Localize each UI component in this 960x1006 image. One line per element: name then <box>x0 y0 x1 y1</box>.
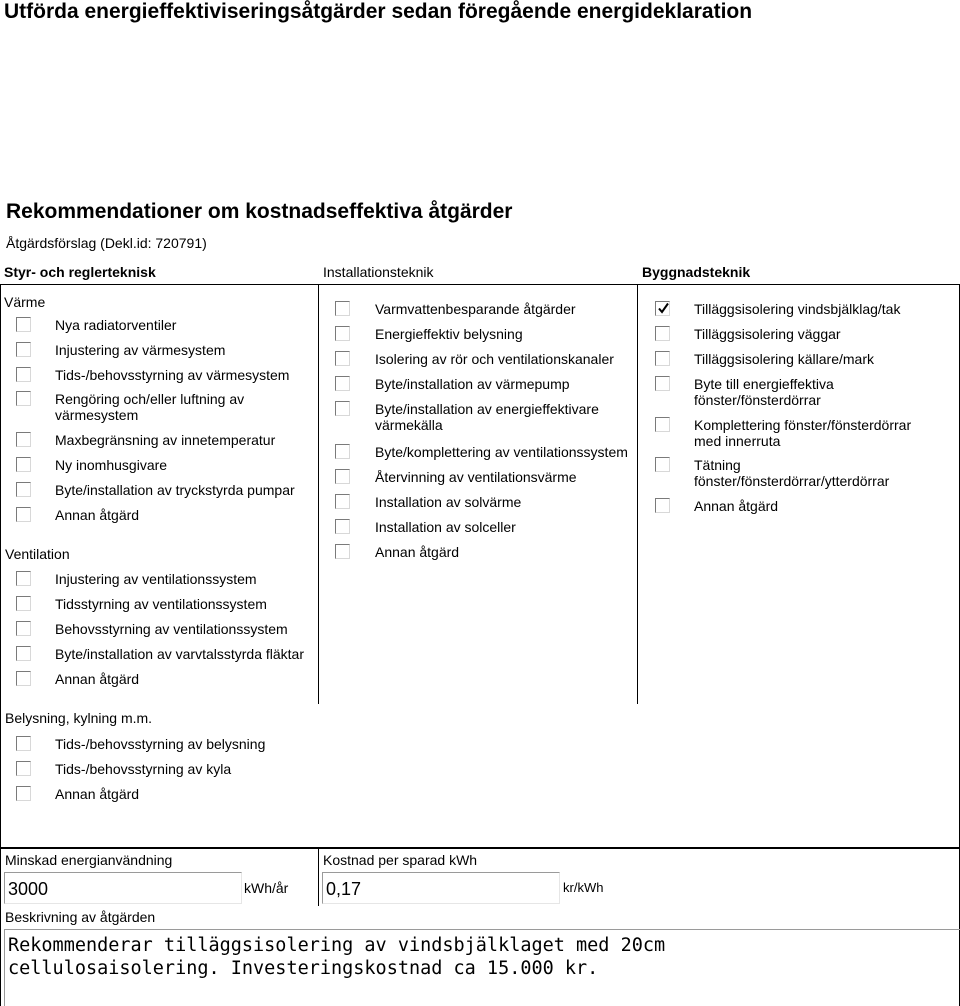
ventilation-checkbox[interactable] <box>16 596 31 611</box>
column-header-control: Styr- och reglerteknisk <box>4 264 156 280</box>
ventilation-checkbox[interactable] <box>16 621 31 636</box>
ventilation-item-label: Annan åtgärd <box>55 671 140 687</box>
heating-item-label: Nya radiatorventiler <box>55 317 177 333</box>
column-header-installation: Installationsteknik <box>323 264 434 280</box>
building-checkbox[interactable] <box>655 326 670 341</box>
installation-checkbox[interactable] <box>335 376 350 391</box>
heating-checkbox[interactable] <box>16 432 31 447</box>
cost-per-kwh-field[interactable]: 0,17 <box>322 872 560 904</box>
description-label: Beskrivning av åtgärden <box>5 909 156 925</box>
ventilation-checkbox[interactable] <box>16 646 31 661</box>
building-checkbox[interactable] <box>655 457 670 472</box>
checkmark-icon <box>657 302 670 315</box>
installation-item-label: Installation av solceller <box>375 519 516 535</box>
heating-checkbox[interactable] <box>16 507 31 522</box>
building-item-label: Annan åtgärd <box>694 498 779 514</box>
installation-checkbox[interactable] <box>335 519 350 534</box>
building-item-label: Tilläggsisolering väggar <box>694 326 841 342</box>
installation-checkbox[interactable] <box>335 544 350 559</box>
installation-checkbox[interactable] <box>335 351 350 366</box>
lighting-checkbox[interactable] <box>16 786 31 801</box>
installation-item-label: Byte/komplettering av ventilationssystem <box>375 444 628 460</box>
heating-checkbox[interactable] <box>16 391 31 406</box>
energy-unit: kWh/år <box>244 880 289 896</box>
building-item-label: Komplettering fönster/fönsterdörrar med innerruta <box>694 417 912 449</box>
installation-checkbox[interactable] <box>335 401 350 416</box>
cost-label: Kostnad per sparad kWh <box>323 852 478 868</box>
heating-item-label: Ny inomhusgivare <box>55 457 168 473</box>
summary-divider <box>318 848 319 906</box>
installation-checkbox[interactable] <box>335 444 350 459</box>
building-checkbox[interactable] <box>655 301 670 316</box>
building-checkbox[interactable] <box>655 417 670 432</box>
lighting-checkbox[interactable] <box>16 736 31 751</box>
installation-checkbox[interactable] <box>335 326 350 341</box>
installation-item-label: Annan åtgärd <box>375 544 460 560</box>
heating-item-label: Rengöring och/eller luftning av värmesystem <box>55 391 245 423</box>
heating-item-label: Injustering av värmesystem <box>55 342 226 358</box>
lighting-item-label: Tids-/behovsstyrning av kyla <box>55 761 232 777</box>
installation-item-label: Isolering av rör och ventilationskanaler <box>375 351 614 367</box>
group-lighting: Belysning, kylning m.m. <box>5 710 153 726</box>
installation-item-label: Installation av solvärme <box>375 494 522 510</box>
installation-item-label: Varmvattenbesparande åtgärder <box>375 301 576 317</box>
lighting-item-label: Tids-/behovsstyrning av belysning <box>55 736 266 752</box>
group-heating: Värme <box>4 294 46 310</box>
heating-checkbox[interactable] <box>16 367 31 382</box>
ventilation-item-label: Behovsstyrning av ventilationssystem <box>55 621 288 637</box>
energy-label: Minskad energianvändning <box>5 852 173 868</box>
building-checkbox[interactable] <box>655 351 670 366</box>
recommendations-title: Rekommendationer om kostnadseffektiva åtgärder <box>6 200 513 223</box>
description-field[interactable]: Rekommenderar tilläggsisolering av vindsbjälklaget med 20cm cellulosaisolering. Investeringskostnad ca 15.000 kr. <box>4 929 960 1006</box>
column-divider-right <box>637 284 638 704</box>
installation-checkbox[interactable] <box>335 301 350 316</box>
heating-checkbox[interactable] <box>16 342 31 357</box>
installation-item-label: Återvinning av ventilationsvärme <box>375 469 577 485</box>
heating-item-label: Tids-/behovsstyrning av värmesystem <box>55 367 290 383</box>
lighting-checkbox[interactable] <box>16 761 31 776</box>
cost-unit: kr/kWh <box>563 880 604 895</box>
heating-checkbox[interactable] <box>16 482 31 497</box>
heating-item-label: Byte/installation av tryckstyrda pumpar <box>55 482 295 498</box>
heating-item-label: Maxbegränsning av innetemperatur <box>55 432 276 448</box>
installation-item-label: Energieffektiv belysning <box>375 326 523 342</box>
building-checkbox[interactable] <box>655 376 670 391</box>
building-checkbox[interactable] <box>655 498 670 513</box>
building-item-label: Byte till energieffektiva fönster/fönsterdörrar <box>694 376 834 408</box>
proposal-id-label: Åtgärdsförslag (Dekl.id: 720791) <box>6 235 207 251</box>
ventilation-checkbox[interactable] <box>16 671 31 686</box>
installation-item-label: Byte/installation av värmepump <box>375 376 570 392</box>
building-item-label: Tilläggsisolering vindsbjälklag/tak <box>694 301 901 317</box>
heating-checkbox[interactable] <box>16 317 31 332</box>
building-item-label: Tilläggsisolering källare/mark <box>694 351 874 367</box>
installation-item-label: Byte/installation av energieffektivare värmekälla <box>375 401 599 433</box>
ventilation-checkbox[interactable] <box>16 571 31 586</box>
performed-measures-title: Utförda energieffektiviseringsåtgärder sedan föregående energideklaration <box>4 0 753 23</box>
lighting-item-label: Annan åtgärd <box>55 786 140 802</box>
heating-item-label: Annan åtgärd <box>55 507 140 523</box>
column-divider-left <box>318 284 319 704</box>
energy-reduction-field[interactable]: 3000 <box>4 872 242 904</box>
ventilation-item-label: Tidsstyrning av ventilationssystem <box>55 596 267 612</box>
group-ventilation: Ventilation <box>5 546 70 562</box>
ventilation-item-label: Injustering av ventilationssystem <box>55 571 257 587</box>
column-header-building: Byggnadsteknik <box>642 264 751 280</box>
heating-checkbox[interactable] <box>16 457 31 472</box>
installation-checkbox[interactable] <box>335 469 350 484</box>
installation-checkbox[interactable] <box>335 494 350 509</box>
building-item-label: Tätning fönster/fönsterdörrar/ytterdörrar <box>694 457 890 489</box>
ventilation-item-label: Byte/installation av varvtalsstyrda fläktar <box>55 646 304 662</box>
